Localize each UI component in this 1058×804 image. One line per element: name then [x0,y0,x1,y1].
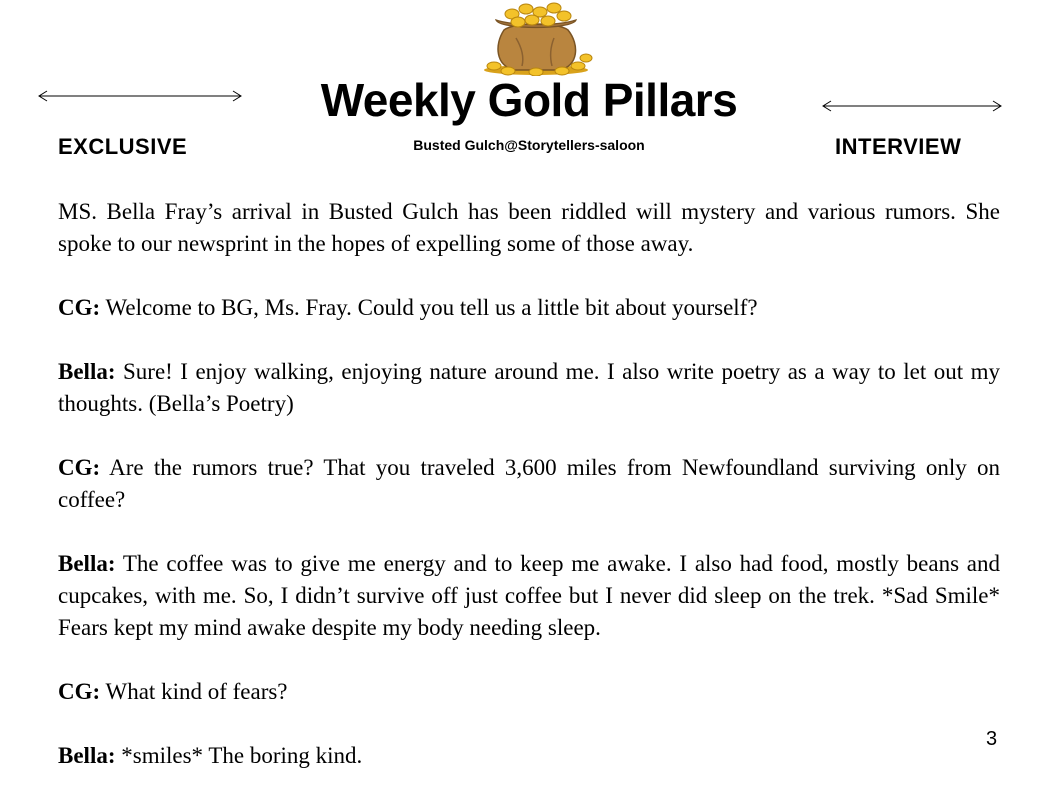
exchange-paragraph [58,452,1000,516]
exchange-paragraph [58,548,1000,644]
page-title: Weekly Gold Pillars [320,74,738,126]
speaker-label: Bella: [58,551,116,576]
exchange-text: *smiles* The boring kind. [115,743,363,768]
interview-tag: INTERVIEW [835,134,962,159]
page-subtitle: Busted Gulch@Storytellers-saloon [413,137,645,153]
speaker-label: Bella: [58,743,116,768]
article-body [58,196,1000,804]
speaker-label: CG: [58,679,101,704]
exchange-text: What kind of fears? [100,679,288,704]
exchange-text: The coffee was to give me energy and to keep me awake. I also had food, mostly beans and cupcakes, with me. So, I didn’t survive off just coffee but I never did sleep on the trek. *Sad Smile* Fears kept my mind awake despite my body needing sleep. [58,551,1000,640]
exclusive-tag: EXCLUSIVE [58,134,188,159]
page-number: 3 [986,728,998,750]
intro-paragraph: MS. Bella Fray’s arrival in Busted Gulch has been riddled will mystery and various rumors. She spoke to our newsprint in the hopes of expelling some of those away. [58,199,1000,256]
speaker-label: CG: [58,455,101,480]
gold-sack-icon [474,0,598,76]
exchange-text: Are the rumors true? That you traveled 3,600 miles from Newfoundland surviving only on coffee? [58,455,1000,512]
exchange-text: Sure! I enjoy walking, enjoying nature around me. I also write poetry as a way to let out my thoughts. (Bella’s Poetry) [58,359,1000,416]
exchange-paragraph [58,676,1000,708]
speaker-label: Bella: [58,359,116,384]
exchange-paragraph [58,356,1000,420]
exchange-text: Welcome to BG, Ms. Fray. Could you tell us a little bit about yourself? [100,295,758,320]
speaker-label: CG: [58,295,101,320]
exchange-paragraph [58,292,1000,324]
exchange-paragraph [58,740,1000,772]
